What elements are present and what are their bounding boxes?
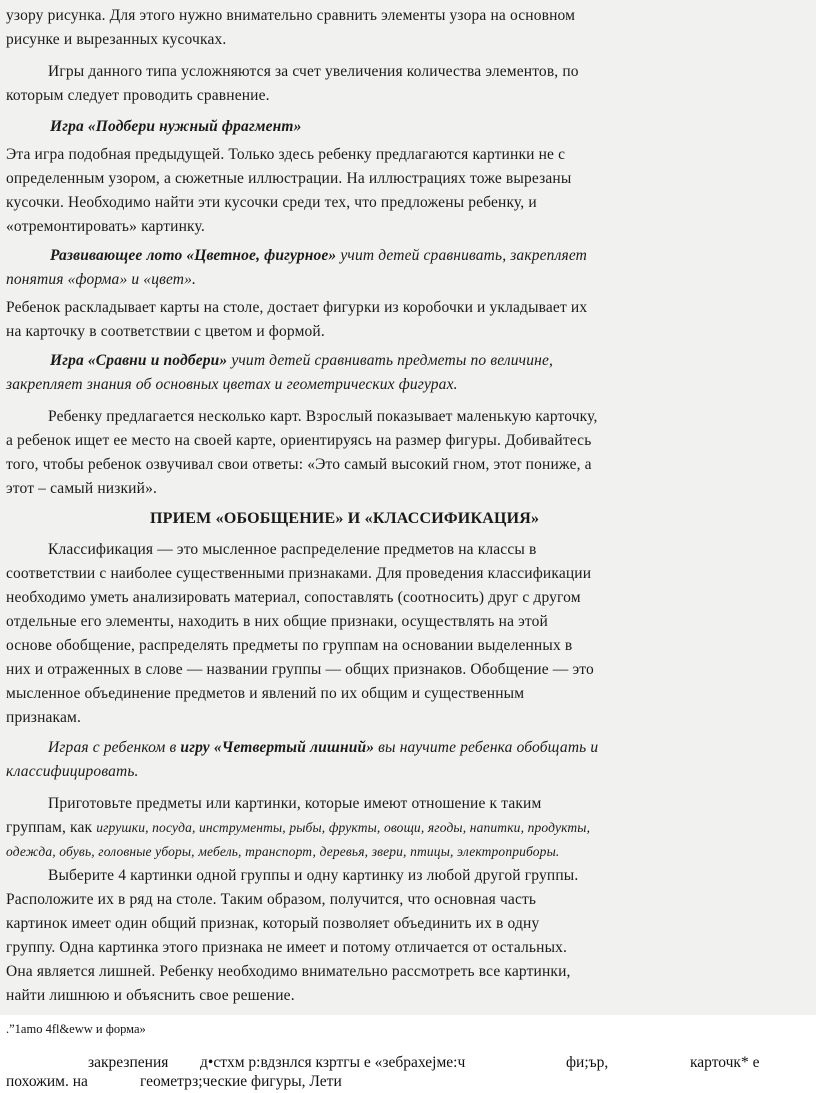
text-line — [50, 351, 553, 371]
game-title: Развивающее лото «Цветное, фигурное» — [50, 247, 337, 264]
ocr-fragment: геометрз;ческие фигуры, Лети — [140, 1073, 342, 1090]
text-line — [48, 738, 598, 758]
subheading: Игра «Подбери нужный фрагмент» — [50, 118, 302, 135]
text-line: на карточку в соответствии с цветом и формой. — [6, 323, 325, 340]
text-line: признакам. — [6, 709, 81, 726]
game-description: учит детей сравнивать предметы по величине, — [231, 352, 553, 369]
game-title: Игра «Сравни и подбери» — [50, 352, 228, 369]
text-line: закрепляет знания об основных цветах и геометрических фигурах. — [6, 376, 458, 393]
text-line: кусочки. Необходимо найти эти кусочки среди тех, что предложены ребенку, и — [6, 194, 537, 211]
text-line: узору рисунка. Для этого нужно внимательно сравнить элементы узора на основном — [6, 7, 576, 24]
text-fragment: вы научите ребенка обобщать и — [378, 739, 599, 756]
text-line: этот – самый низкий». — [6, 480, 157, 497]
ocr-fragment: похожим. на — [6, 1073, 88, 1090]
text-line: понятия «форма» и «цвет». — [6, 271, 197, 288]
ocr-fragment: д•стхм р:вдзнлся кзртгы е «зебрахејме:ч — [200, 1054, 466, 1071]
group-list: одежда, обувь, головные уборы, мебель, транспорт, деревья, звери, птицы, электроприборы. — [6, 844, 560, 859]
text-line: найти лишнюю и объяснить свое решение. — [6, 987, 295, 1004]
text-line: «отремонтировать» картинку. — [6, 218, 205, 235]
text-line: Классификация — это мысленное распределение предметов на классы в — [48, 541, 537, 558]
ocr-fragment: фи;ър, — [566, 1054, 609, 1071]
text-line: Игры данного типа усложняются за счет увеличения количества элементов, по — [48, 63, 579, 80]
text-line: а ребенок ищет ее место на своей карте, ориентируясь на размер фигуры. Добивайтесь — [6, 432, 592, 449]
ocr-fragment: закрезпения — [88, 1054, 169, 1071]
text-line: них и отраженных в слове — названии группы — общих признаков. Обобщение — это — [6, 661, 594, 678]
text-fragment: Играя с ребенком в — [48, 739, 177, 756]
text-line: Ребенок раскладывает карты на столе, достает фигурки из коробочки и укладывает их — [6, 299, 588, 316]
text-line: группу. Одна картинка этого признака не имеет и потому отличается от остальных. — [6, 939, 568, 956]
text-line: отдельные его элементы, находить в них общие признаки, осуществлять на этой — [6, 613, 548, 630]
text-fragment: группам, как — [6, 819, 93, 836]
text-line: картинок имеет один общий признак, который позволяет объединить их в одну — [6, 915, 540, 932]
text-line: определенным узором, а сюжетные иллюстрации. На иллюстрациях тоже вырезаны — [6, 170, 572, 187]
text-line: соответствии с наиболее существенными признаками. Для проведения классификации — [6, 565, 592, 582]
text-line: основе обобщение, распределять предметы по группам на основании выделенных в — [6, 637, 573, 654]
group-list: игрушки, посуда, инструменты, рыбы, фрукты, овощи, ягоды, напитки, продукты, — [96, 820, 591, 835]
ocr-fragment: карточк* е — [690, 1054, 760, 1071]
game-title: игру «Четвертый лишний» — [180, 739, 375, 756]
text-line — [50, 246, 587, 266]
text-line: рисунке и вырезанных кусочках. — [6, 31, 227, 48]
game-description: учит детей сравнивать, закрепляет — [340, 247, 587, 264]
text-line: Она является лишней. Ребенку необходимо внимательно рассмотреть все картинки, — [6, 963, 571, 980]
text-line: того, чтобы ребенок озвучивал свои ответы: «Это самый высокий гном, этот пониже, а — [6, 456, 592, 473]
text-line: Расположите их в ряд на столе. Таким образом, получится, что основная часть — [6, 891, 537, 908]
section-heading: ПРИЕМ «ОБОБЩЕНИЕ» И «КЛАССИФИКАЦИЯ» — [150, 510, 540, 527]
text-line: Приготовьте предметы или картинки, которые имеют отношение к таким — [48, 795, 542, 812]
text-line: мысленное объединение предметов и явлений по их общим и существенным — [6, 685, 525, 702]
text-line: необходимо уметь анализировать материал, сопоставлять (соотносить) друг с другом — [6, 589, 581, 606]
ocr-line: .”1amo 4fl&eww и форма» — [6, 1022, 146, 1036]
text-line: Ребенку предлагается несколько карт. Взрослый показывает маленькую карточку, — [48, 408, 598, 425]
text-line: классифицировать. — [6, 763, 139, 780]
text-line: которым следует проводить сравнение. — [6, 87, 270, 104]
text-line — [6, 818, 590, 838]
text-line: Эта игра подобная предыдущей. Только здесь ребенку предлагаются картинки не с — [6, 146, 566, 163]
text-line: Выберите 4 картинки одной группы и одну картинку из любой другой группы. — [48, 867, 579, 884]
